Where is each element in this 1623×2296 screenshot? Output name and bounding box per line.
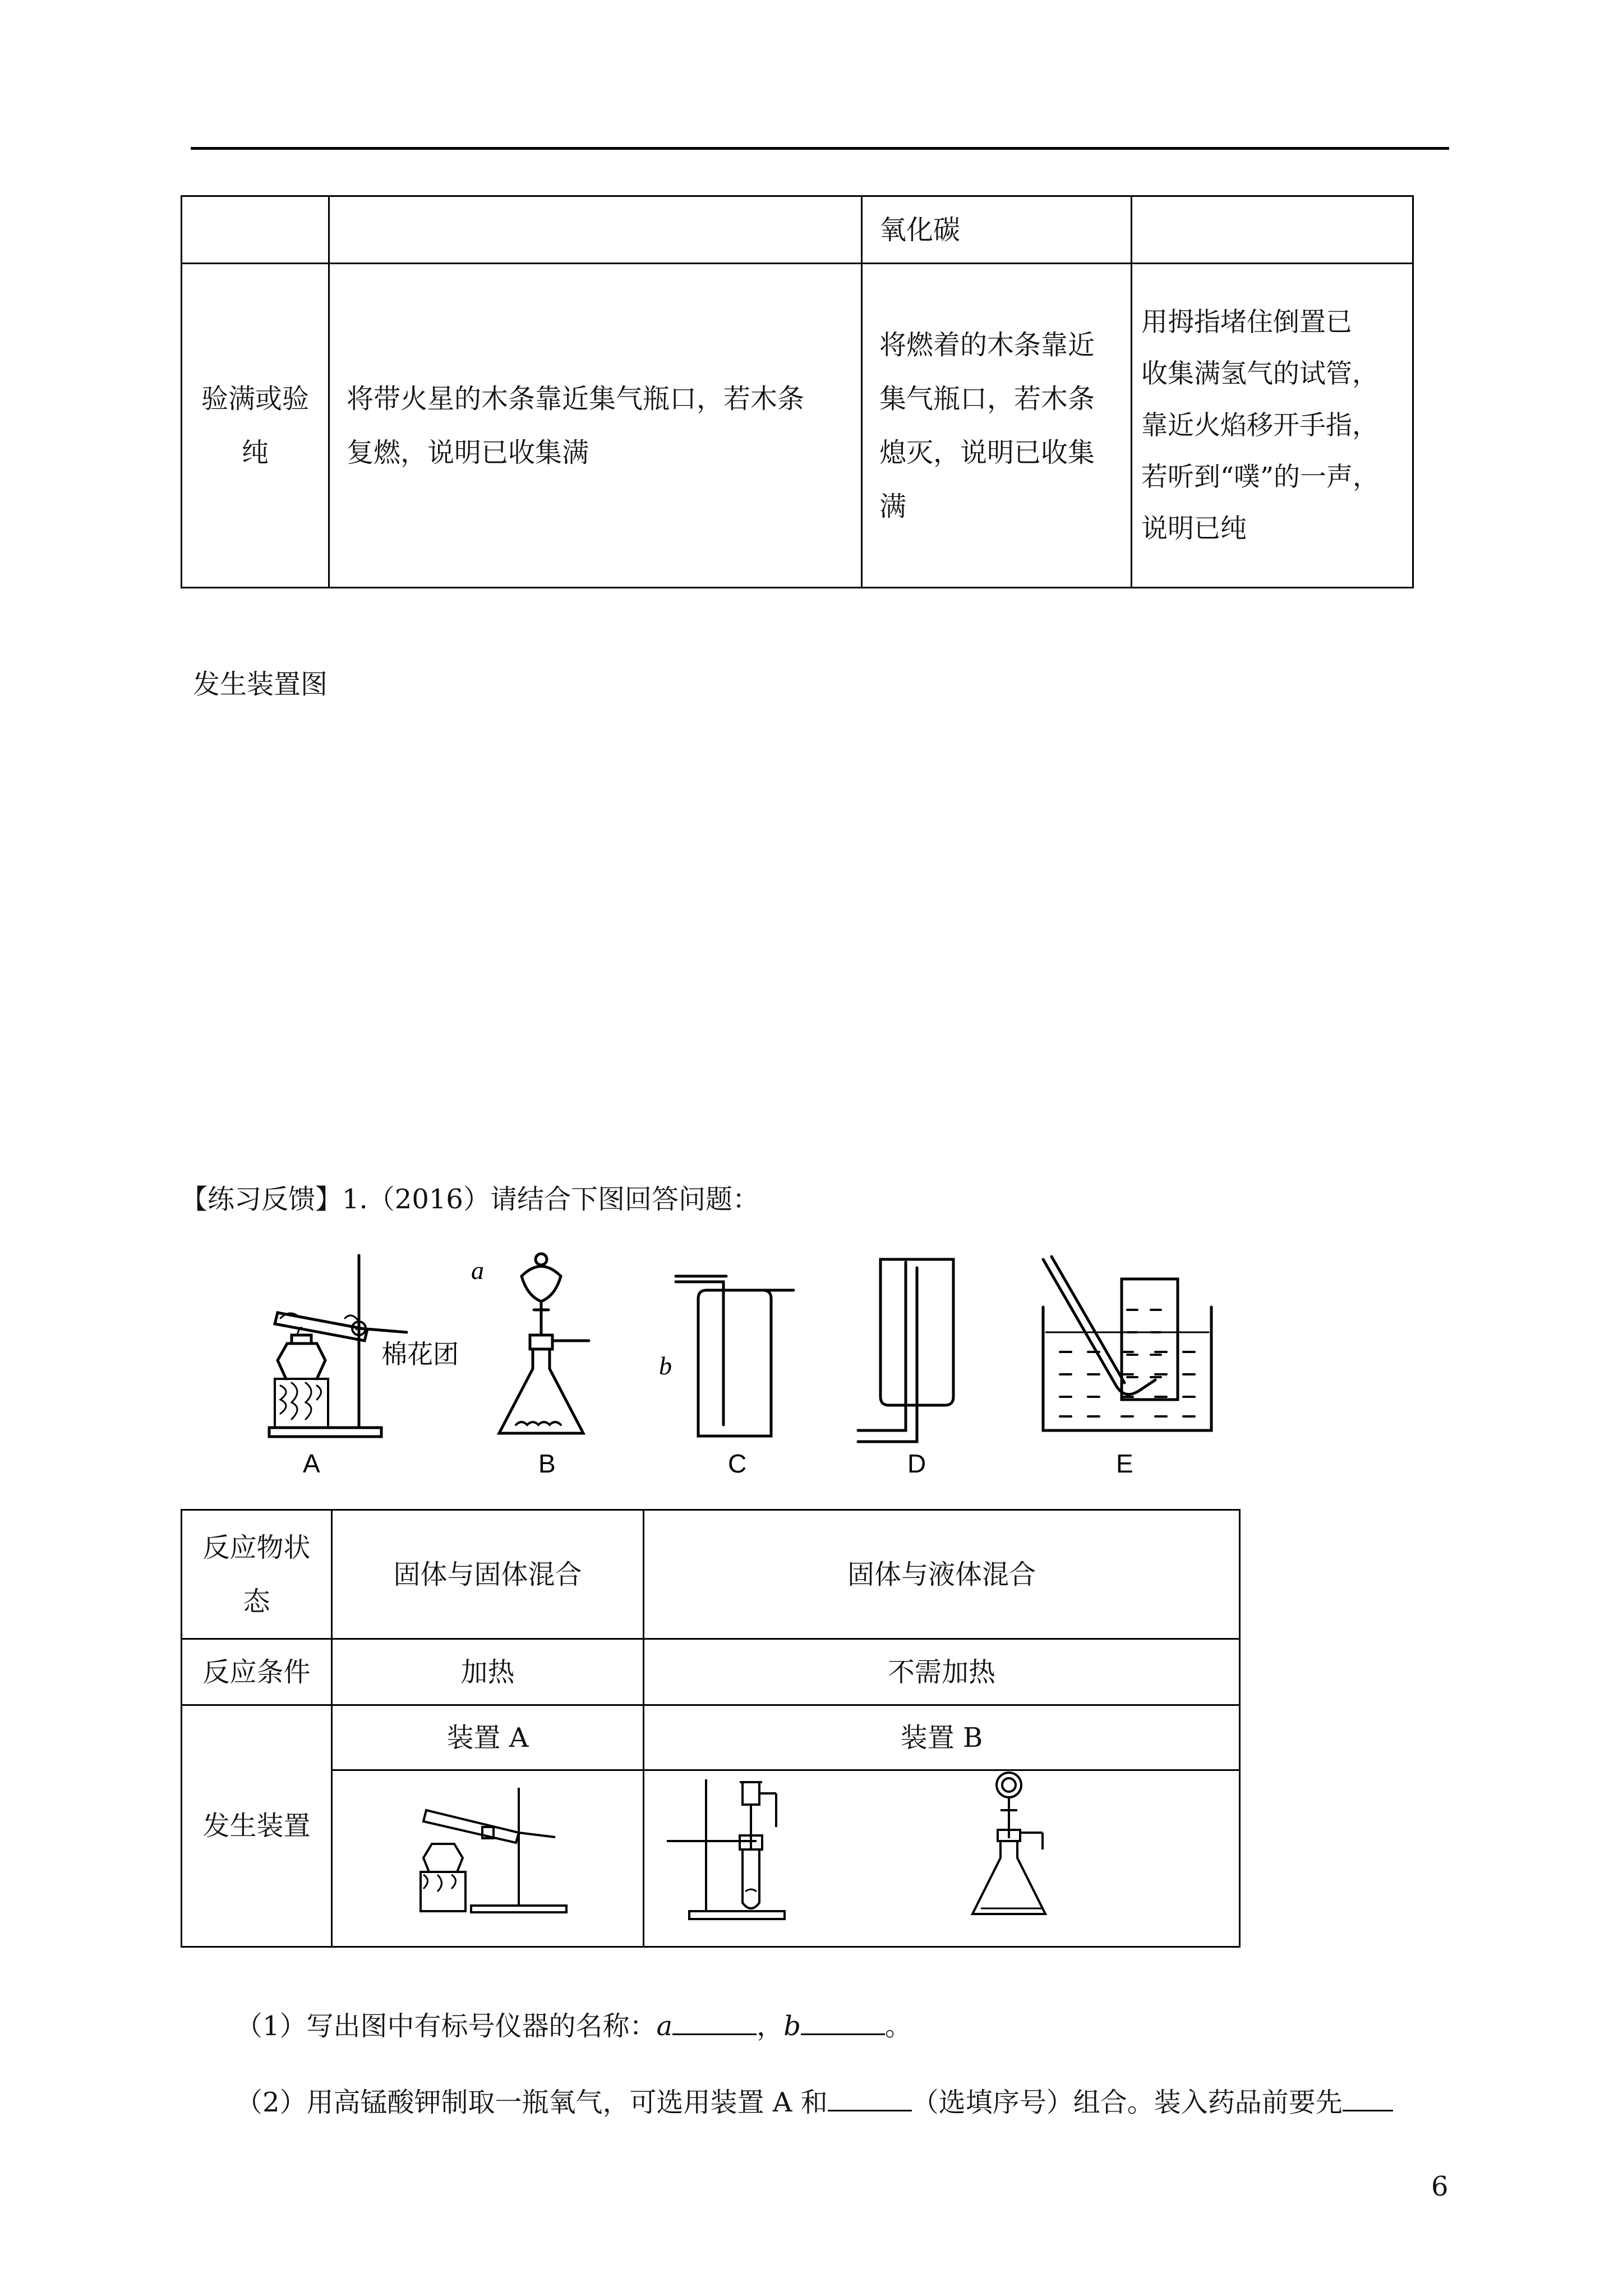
table2-device-b-image	[644, 1770, 1240, 1947]
question-2: （2）用高锰酸钾制取一瓶氧气，可选用装置 A 和 （选填序号）组合。装入药品前要先	[236, 2086, 1393, 2119]
device-b-drawing	[661, 1771, 1222, 1928]
device-a-drawing	[404, 1777, 572, 1922]
blank-device[interactable]	[828, 2087, 912, 2111]
table2-solid-solid: 固体与固体混合	[332, 1510, 644, 1639]
blank-a[interactable]	[672, 2011, 757, 2035]
apparatus-d-drawing	[858, 1259, 953, 1442]
apparatus-c-drawing	[659, 1276, 794, 1436]
callout-a: a	[471, 1256, 484, 1285]
table2-device-b: 装置 B	[644, 1705, 1240, 1770]
label-d: D	[907, 1449, 926, 1478]
table2-device-a-image	[332, 1770, 644, 1947]
section-title: 发生装置图	[193, 669, 328, 700]
apparatus-figure	[247, 1245, 1402, 1481]
table1-r1-c2	[329, 196, 862, 264]
table2-heat: 加热	[332, 1639, 644, 1705]
table1-r2-oxygen: 将带火星的木条靠近集气瓶口，若木条 复燃，说明已收集满	[329, 264, 862, 588]
blank-b[interactable]	[801, 2011, 885, 2035]
generator-table	[181, 1509, 1241, 1948]
apparatus-b-drawing	[471, 1254, 589, 1433]
table1-r1-c4	[1132, 196, 1413, 264]
table2-device-a: 装置 A	[332, 1705, 644, 1770]
question-1: （1）写出图中有标号仪器的名称：a ，b 。	[236, 2010, 912, 2042]
callout-b: b	[659, 1351, 672, 1380]
label-c: C	[728, 1449, 747, 1478]
table1-r2-hydrogen: 用拇指堵住倒置已 收集满氢气的试管， 靠近火焰移开手指， 若听到“噗”的一声， 说明已纯	[1132, 264, 1413, 588]
table1-r2-label: 验满或验 纯	[182, 264, 329, 588]
callout-cotton: 棉花团	[381, 1340, 459, 1369]
table1-r1-c1	[182, 196, 329, 264]
page-number: 6	[1431, 2171, 1449, 2202]
label-b: B	[538, 1449, 556, 1478]
table2-r3-label: 发生装置	[182, 1705, 332, 1947]
header-rule	[191, 147, 1449, 150]
table1-r1-c3: 氧化碳	[862, 196, 1132, 264]
exercise-heading: 【练习反馈】1.（2016）请结合下图回答问题：	[181, 1184, 759, 1215]
table2-r1-label: 反应物状 态	[182, 1510, 332, 1639]
label-e: E	[1116, 1449, 1133, 1478]
apparatus-e-drawing	[1043, 1257, 1211, 1430]
label-a: A	[303, 1449, 320, 1478]
comparison-table-continued	[181, 195, 1414, 588]
table2-solid-liquid: 固体与液体混合	[644, 1510, 1240, 1639]
table2-no-heat: 不需加热	[644, 1639, 1240, 1705]
table1-r2-co2: 将燃着的木条靠近 集气瓶口，若木条 熄灭，说明已收集 满	[862, 264, 1132, 588]
table2-r2-label: 反应条件	[182, 1639, 332, 1705]
blank-step[interactable]	[1343, 2087, 1393, 2111]
